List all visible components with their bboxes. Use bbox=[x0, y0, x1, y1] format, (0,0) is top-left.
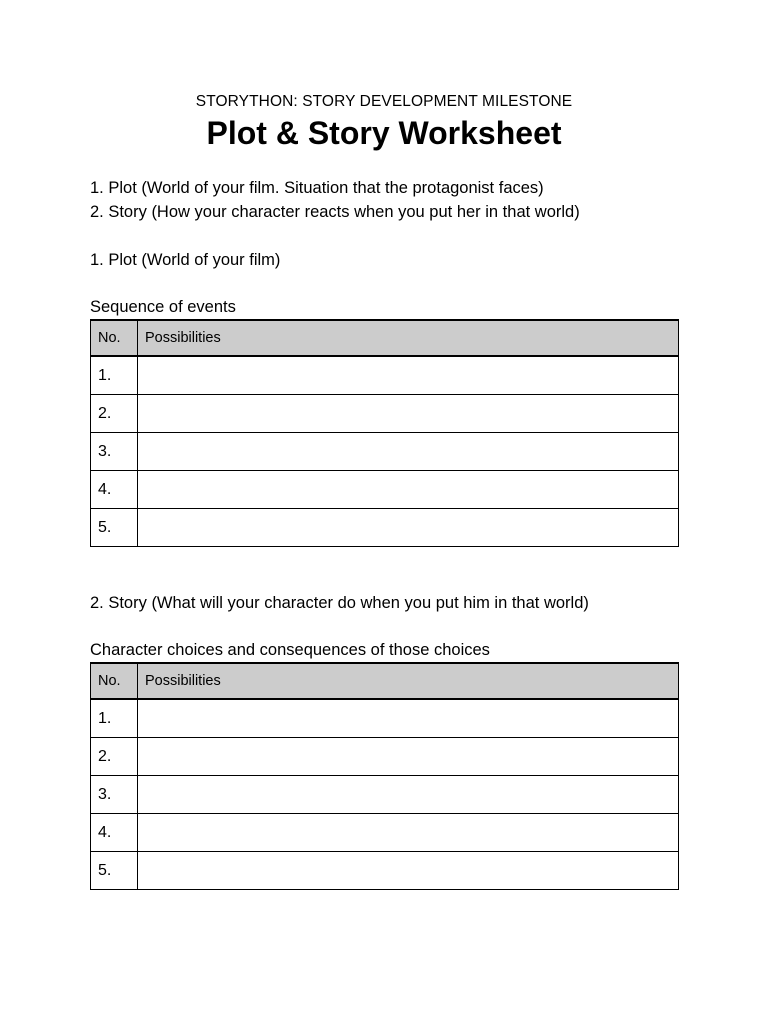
possibility-cell[interactable] bbox=[138, 471, 679, 509]
row-number: 4. bbox=[91, 814, 138, 852]
story-choices-table bbox=[90, 662, 679, 890]
row-number: 3. bbox=[91, 433, 138, 471]
column-header-no: No. bbox=[91, 663, 138, 699]
possibility-cell[interactable] bbox=[138, 814, 679, 852]
row-number: 5. bbox=[91, 852, 138, 890]
table-row bbox=[91, 509, 679, 547]
story-section-heading: 2. Story (What will your character do when you put him in that world) bbox=[90, 594, 589, 612]
row-number: 2. bbox=[91, 738, 138, 776]
column-header-no: No. bbox=[91, 320, 138, 356]
row-number: 1. bbox=[91, 699, 138, 738]
plot-section-heading: 1. Plot (World of your film) bbox=[90, 251, 281, 269]
row-number: 3. bbox=[91, 776, 138, 814]
table-row bbox=[91, 433, 679, 471]
table-row bbox=[91, 395, 679, 433]
plot-sequence-table bbox=[90, 319, 679, 547]
row-number: 1. bbox=[91, 356, 138, 395]
row-number: 5. bbox=[91, 509, 138, 547]
table-header-row bbox=[91, 320, 679, 356]
table-row bbox=[91, 471, 679, 509]
table-row bbox=[91, 852, 679, 890]
row-number: 4. bbox=[91, 471, 138, 509]
page-title: Plot & Story Worksheet bbox=[206, 115, 562, 151]
column-header-possibilities: Possibilities bbox=[138, 320, 679, 356]
row-number: 2. bbox=[91, 395, 138, 433]
table-row bbox=[91, 356, 679, 395]
possibility-cell[interactable] bbox=[138, 395, 679, 433]
table-row bbox=[91, 814, 679, 852]
possibility-cell[interactable] bbox=[138, 699, 679, 738]
story-table-caption: Character choices and consequences of those choices bbox=[90, 641, 490, 659]
possibility-cell[interactable] bbox=[138, 776, 679, 814]
possibility-cell[interactable] bbox=[138, 356, 679, 395]
table-row bbox=[91, 738, 679, 776]
intro-line-plot: 1. Plot (World of your film. Situation that the protagonist faces) bbox=[90, 179, 544, 197]
table-row bbox=[91, 699, 679, 738]
possibility-cell[interactable] bbox=[138, 852, 679, 890]
plot-table-caption: Sequence of events bbox=[90, 298, 236, 316]
possibility-cell[interactable] bbox=[138, 433, 679, 471]
intro-line-story: 2. Story (How your character reacts when you put her in that world) bbox=[90, 203, 580, 221]
column-header-possibilities: Possibilities bbox=[138, 663, 679, 699]
table-header-row bbox=[91, 663, 679, 699]
possibility-cell[interactable] bbox=[138, 509, 679, 547]
worksheet-supertitle: STORYTHON: STORY DEVELOPMENT MILESTONE bbox=[195, 93, 573, 110]
possibility-cell[interactable] bbox=[138, 738, 679, 776]
table-row bbox=[91, 776, 679, 814]
